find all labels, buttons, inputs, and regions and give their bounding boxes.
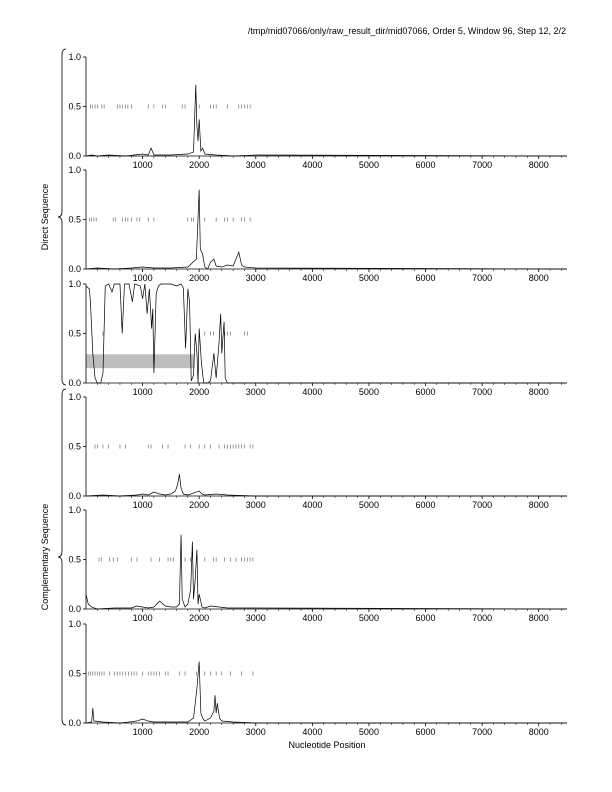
x-tick-label: 8000: [528, 727, 549, 737]
x-tick-label: 5000: [358, 727, 379, 737]
x-tick-label: 8000: [528, 613, 549, 623]
y-tick-label: 0.0: [68, 151, 81, 161]
panel-1: [68, 52, 567, 170]
x-tick-label: 7000: [472, 387, 493, 397]
panel-5: [68, 505, 567, 623]
x-tick-label: 1000: [132, 727, 153, 737]
x-tick-label: 3000: [245, 613, 266, 623]
x-tick-label: 5000: [358, 500, 379, 510]
y-tick-label: 0.5: [68, 668, 81, 679]
x-tick-label: 7000: [472, 160, 493, 170]
panel-6: [68, 619, 567, 737]
x-tick-label: 8000: [528, 500, 549, 510]
x-tick-label: 1000: [132, 273, 153, 283]
x-tick-label: 5000: [358, 160, 379, 170]
y-tick-label: 1.0: [68, 392, 81, 402]
group-labels: [40, 49, 66, 725]
x-tick-label: 3000: [245, 160, 266, 170]
x-tick-label: 4000: [302, 387, 323, 397]
x-tick-label: 2000: [189, 500, 210, 510]
x-tick-label: 6000: [415, 727, 436, 737]
y-tick-label: 0.0: [68, 378, 81, 388]
y-tick-label: 0.0: [68, 604, 81, 614]
x-tick-label: 5000: [358, 273, 379, 283]
y-tick-label: 0.5: [68, 214, 81, 225]
y-tick-label: 0.0: [68, 718, 81, 728]
x-tick-label: 3000: [245, 727, 266, 737]
x-tick-label: 7000: [472, 500, 493, 510]
x-tick-label: 8000: [528, 387, 549, 397]
x-tick-label: 2000: [189, 387, 210, 397]
group-brace-2: [58, 389, 66, 725]
x-tick-label: 6000: [415, 613, 436, 623]
x-tick-label: 2000: [189, 273, 210, 283]
x-tick-label: 8000: [528, 273, 549, 283]
y-tick-label: 1.0: [68, 279, 81, 289]
y-tick-label: 0.5: [68, 328, 81, 339]
series-line: [86, 85, 567, 156]
series-line: [86, 662, 567, 723]
x-tick-label: 2000: [189, 160, 210, 170]
y-tick-label: 1.0: [68, 165, 81, 175]
x-tick-label: 4000: [302, 500, 323, 510]
group-brace-1: [58, 49, 66, 385]
x-tick-label: 4000: [302, 160, 323, 170]
y-tick-label: 0.5: [68, 101, 81, 112]
panel-2: [68, 165, 567, 283]
chart-title: /tmp/mid07066/only/raw_result_dir/mid07066, Order 5, Window 96, Step 12, 2/2: [247, 26, 566, 36]
shaded-band: [86, 354, 195, 368]
panel-3: [68, 279, 567, 397]
y-tick-label: 0.0: [68, 264, 81, 274]
x-tick-label: 3000: [245, 387, 266, 397]
y-tick-label: 1.0: [68, 619, 81, 629]
x-tick-label: 6000: [415, 273, 436, 283]
x-tick-label: 4000: [302, 613, 323, 623]
group-label-2: Complementary Sequence: [40, 503, 50, 611]
x-axis-label: Nucleotide Position: [288, 740, 366, 750]
x-tick-label: 3000: [245, 273, 266, 283]
x-tick-label: 7000: [472, 613, 493, 623]
x-tick-label: 6000: [415, 160, 436, 170]
x-tick-label: 5000: [358, 613, 379, 623]
x-tick-label: 1000: [132, 160, 153, 170]
y-tick-label: 1.0: [68, 505, 81, 515]
y-tick-label: 0.5: [68, 441, 81, 452]
x-tick-label: 2000: [189, 613, 210, 623]
x-tick-label: 2000: [189, 727, 210, 737]
x-tick-label: 4000: [302, 727, 323, 737]
panels-group: [68, 52, 567, 737]
x-tick-label: 5000: [358, 387, 379, 397]
series-line: [86, 474, 567, 496]
x-tick-label: 6000: [415, 500, 436, 510]
panel-4: [68, 392, 567, 510]
x-tick-label: 1000: [132, 500, 153, 510]
x-tick-label: 8000: [528, 160, 549, 170]
x-tick-label: 4000: [302, 273, 323, 283]
y-tick-label: 1.0: [68, 52, 81, 62]
series-line: [86, 190, 567, 269]
y-tick-label: 0.5: [68, 554, 81, 565]
series-line: [86, 535, 567, 609]
x-tick-label: 7000: [472, 273, 493, 283]
group-label-1: Direct Sequence: [40, 183, 50, 251]
y-tick-label: 0.0: [68, 491, 81, 501]
x-tick-label: 6000: [415, 387, 436, 397]
x-tick-label: 1000: [132, 613, 153, 623]
x-tick-label: 3000: [245, 500, 266, 510]
x-tick-label: 1000: [132, 387, 153, 397]
x-tick-label: 7000: [472, 727, 493, 737]
